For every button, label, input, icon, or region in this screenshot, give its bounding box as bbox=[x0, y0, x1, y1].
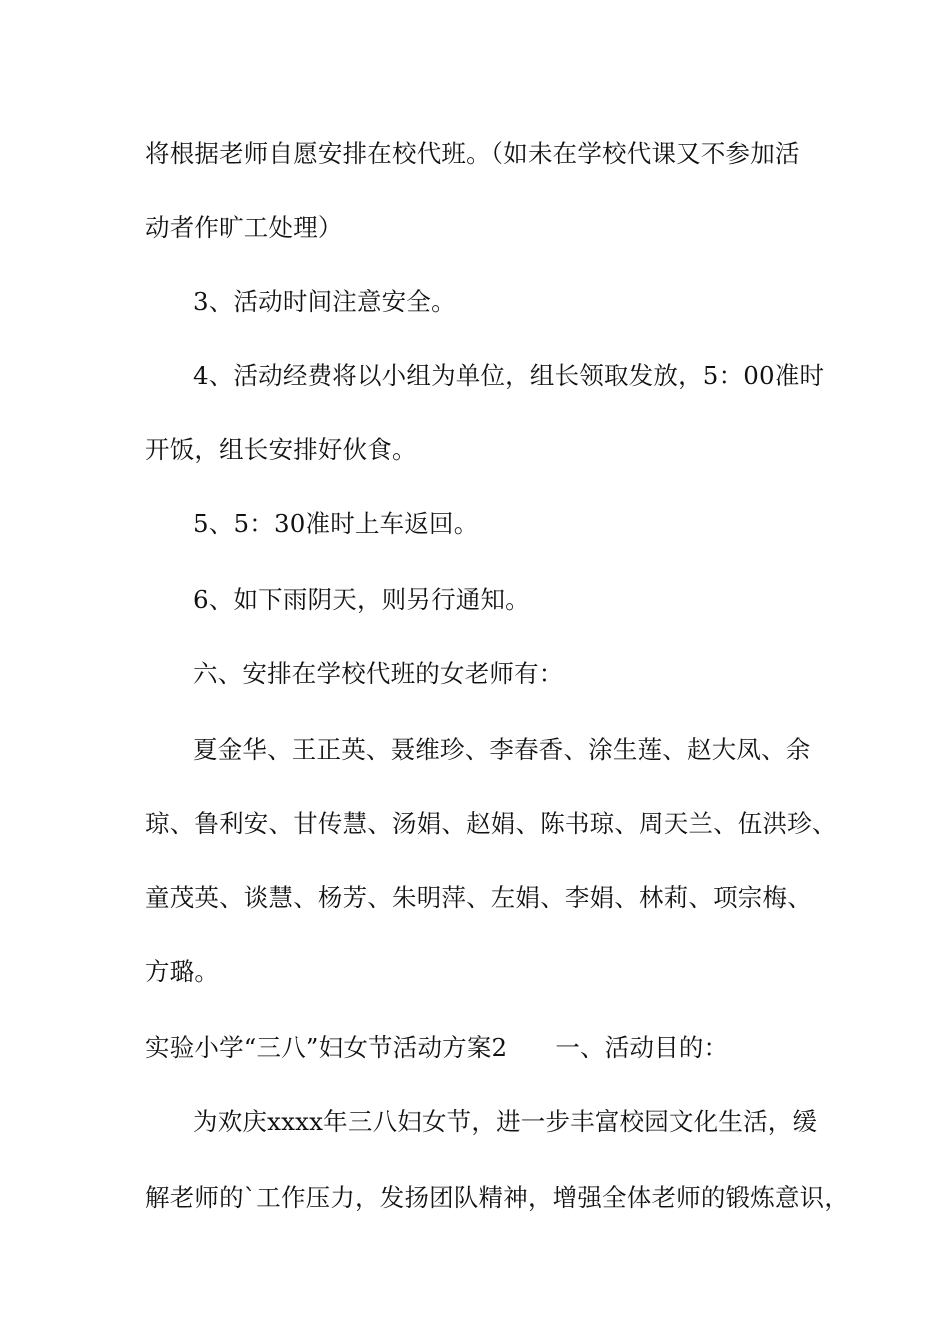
paragraph-line: 开饭，组长安排好伙食。 bbox=[145, 435, 417, 464]
list-item-3: 3、活动时间注意安全。 bbox=[193, 287, 456, 316]
paragraph-line: 动者作旷工处理） bbox=[145, 213, 343, 242]
plan-title: 实验小学“三八”妇女节活动方案2 bbox=[145, 1033, 508, 1062]
names-line: 童茂英、谈慧、杨芳、朱明萍、左娟、李娟、林莉、项宗梅、 bbox=[145, 883, 812, 912]
names-line: 方璐。 bbox=[145, 957, 220, 986]
plan-heading bbox=[145, 1032, 835, 1064]
paragraph-line: 将根据老师自愿安排在校代班。（如未在学校代课又不参加活 bbox=[145, 139, 800, 168]
section-six-heading: 六、安排在学校代班的女老师有： bbox=[193, 659, 564, 688]
names-line: 夏金华、王正英、聂维珍、李春香、涂生莲、赵大凤、余 bbox=[193, 735, 811, 764]
paragraph-line: 为欢庆xxxx年三八妇女节，进一步丰富校园文化生活，缓 bbox=[193, 1107, 818, 1136]
list-item-5: 5、5：30准时上车返回。 bbox=[193, 509, 479, 538]
paragraph-line: 解老师的`工作压力，发扬团队精神，增强全体老师的锻炼意识， bbox=[145, 1183, 850, 1212]
list-item-6: 6、如下雨阴天，则另行通知。 bbox=[193, 585, 530, 614]
list-item-4: 4、活动经费将以小组为单位，组长领取发放，5：00准时 bbox=[193, 361, 825, 390]
names-line: 琼、鲁利安、甘传慧、汤娟、赵娟、陈书琼、周天兰、伍洪珍、 bbox=[145, 809, 837, 838]
section-one-heading: 一、活动目的： bbox=[555, 1033, 729, 1062]
